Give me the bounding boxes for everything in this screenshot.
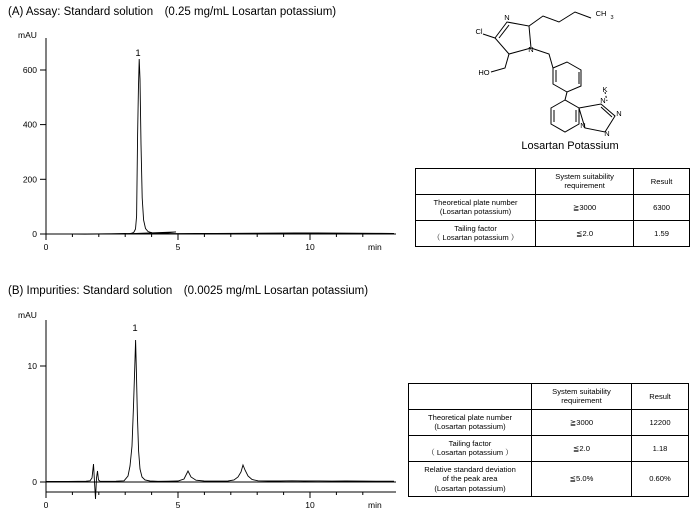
table-b-header-req-line1: System suitability bbox=[552, 387, 611, 396]
structure-caption: Losartan Potassium bbox=[521, 140, 619, 152]
table-a-row2-line1: Tailing factor bbox=[454, 223, 497, 233]
table-a-header-req-line1: System suitability bbox=[555, 172, 614, 181]
table-b-row2-item bbox=[409, 435, 532, 461]
panel-b-y-unit: mAU bbox=[18, 310, 37, 320]
table-b-header-req-line2: requirement bbox=[561, 396, 602, 406]
atom-label-ch3: CH bbox=[595, 9, 607, 18]
panel-a-x-unit: min bbox=[368, 242, 382, 252]
svg-text:10: 10 bbox=[305, 500, 315, 510]
table-row bbox=[416, 194, 690, 220]
panel-a-title-wrap bbox=[8, 6, 336, 18]
table-b-row2-req: ≦2.0 bbox=[532, 435, 632, 461]
table-a-row1-result: 6300 bbox=[634, 194, 690, 220]
table-b-row3-req: ≦5.0% bbox=[532, 461, 632, 496]
table-a-row2-result: 1.59 bbox=[634, 220, 690, 246]
table-a-row2-line2: （ Losartan potassium ） bbox=[432, 233, 519, 243]
table-b-row1-line2: (Losartan potassium) bbox=[434, 422, 506, 432]
atom-label-ho: HO bbox=[478, 68, 490, 77]
chromatogram-b bbox=[6, 306, 406, 521]
table-b-row1-result: 12200 bbox=[632, 409, 689, 435]
table-row bbox=[409, 461, 689, 496]
svg-text:0: 0 bbox=[32, 477, 37, 487]
atom-label-k: K bbox=[602, 85, 608, 94]
table-b-row3-item bbox=[409, 461, 532, 496]
svg-text:5: 5 bbox=[175, 242, 181, 252]
table-a-header-result: Result bbox=[634, 169, 690, 195]
svg-text:N: N bbox=[604, 129, 610, 136]
svg-text:N: N bbox=[528, 45, 534, 54]
panel-b-x-unit: min bbox=[368, 500, 382, 510]
system-suitability-table-b bbox=[408, 383, 689, 497]
table-row bbox=[409, 409, 689, 435]
panel-a-peak-label: 1 bbox=[135, 48, 141, 59]
atom-label-cl: Cl bbox=[475, 27, 483, 36]
svg-text:0: 0 bbox=[32, 229, 37, 239]
table-b-row1-req: ≧3000 bbox=[532, 409, 632, 435]
table-b-header-requirement bbox=[532, 384, 632, 410]
table-b-header-blank bbox=[409, 384, 532, 410]
panel-a-title: (A) Assay: Standard solution (0.25 mg/mL Losartan potassium) bbox=[8, 6, 337, 18]
atom-label-n: N bbox=[504, 13, 510, 22]
table-b-row2-result: 1.18 bbox=[632, 435, 689, 461]
table-b-wrap bbox=[408, 383, 689, 497]
table-a-row1-item bbox=[416, 194, 536, 220]
table-b-header-result: Result bbox=[632, 384, 689, 410]
svg-text:5: 5 bbox=[175, 500, 181, 510]
svg-text:10: 10 bbox=[305, 242, 315, 252]
svg-text:10: 10 bbox=[27, 361, 37, 371]
table-b-row3-line1: Relative standard deviation bbox=[424, 464, 516, 474]
panel-a-y-unit: mAU bbox=[18, 30, 37, 40]
table-row bbox=[409, 384, 689, 410]
chromatogram-a bbox=[6, 26, 406, 266]
system-suitability-table-a bbox=[415, 168, 690, 247]
table-a-wrap bbox=[415, 168, 690, 247]
table-b-row1-item bbox=[409, 409, 532, 435]
panel-b-peak-label: 1 bbox=[132, 323, 138, 334]
table-a-header-requirement bbox=[536, 169, 634, 195]
table-a-row1-req: ≧3000 bbox=[536, 194, 634, 220]
table-row bbox=[409, 435, 689, 461]
table-b-row2-line2: （ Losartan potassium ） bbox=[427, 448, 513, 458]
atom-label-n2: N bbox=[600, 96, 606, 105]
chemical-structure bbox=[455, 4, 685, 154]
table-a-header-req-line2: requirement bbox=[564, 181, 605, 191]
table-b-row3-line3: (Losartan potassium) bbox=[434, 483, 506, 493]
table-a-header-blank bbox=[416, 169, 536, 195]
svg-text:3: 3 bbox=[610, 15, 614, 21]
table-row bbox=[416, 220, 690, 246]
table-row bbox=[416, 169, 690, 195]
table-b-row3-line2: of the peak area bbox=[442, 474, 498, 484]
svg-text:0: 0 bbox=[43, 500, 49, 510]
table-b-row3-result: 0.60% bbox=[632, 461, 689, 496]
panel-b-title: (B) Impurities: Standard solution (0.0025 mg/mL Losartan potassium) bbox=[8, 285, 369, 297]
svg-text:N: N bbox=[580, 121, 586, 130]
table-a-row2-item bbox=[416, 220, 536, 246]
svg-text:200: 200 bbox=[22, 174, 37, 185]
table-a-row1-line1: Theoretical plate number bbox=[433, 197, 518, 207]
svg-text:400: 400 bbox=[22, 119, 37, 130]
panel-b-title-wrap bbox=[8, 285, 368, 297]
svg-text:N: N bbox=[616, 109, 622, 118]
table-a-row1-line2: (Losartan potassium) bbox=[439, 207, 512, 217]
table-b-row1-line1: Theoretical plate number bbox=[428, 412, 512, 422]
table-a-row2-req: ≦2.0 bbox=[536, 220, 634, 246]
svg-text:600: 600 bbox=[22, 65, 37, 75]
table-b-row2-line1: Tailing factor bbox=[448, 438, 492, 448]
svg-text:0: 0 bbox=[43, 242, 49, 252]
